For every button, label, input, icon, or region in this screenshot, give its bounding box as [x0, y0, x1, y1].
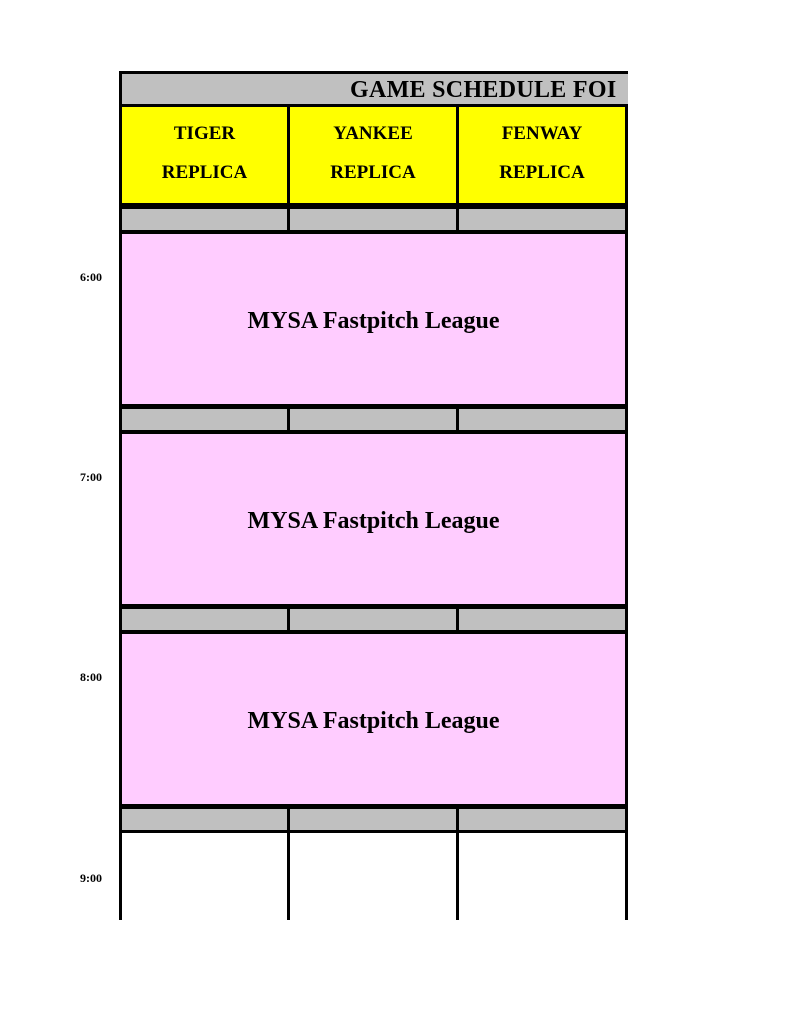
- separator-cell: [119, 406, 290, 433]
- field-subname: REPLICA: [330, 162, 416, 183]
- field-name: YANKEE: [333, 123, 413, 144]
- time-label-8: 8:00: [80, 670, 102, 684]
- grid-line: [119, 832, 122, 920]
- separator-cell: [287, 806, 459, 833]
- time-label-7: 7:00: [80, 470, 102, 484]
- separator-cell: [456, 806, 628, 833]
- separator-cell: [119, 806, 290, 833]
- field-subname: REPLICA: [499, 162, 585, 183]
- field-header-yankee: [287, 104, 459, 206]
- schedule-title: GAME SCHEDULE FOI: [350, 77, 617, 103]
- field-name: TIGER: [173, 123, 236, 144]
- event-block: [119, 231, 628, 407]
- field-header-fenway: [456, 104, 628, 206]
- field-name: FENWAY: [501, 123, 583, 144]
- event-label: MYSA Fastpitch League: [247, 508, 500, 534]
- separator-cell: [456, 206, 628, 233]
- field-subname: REPLICA: [161, 162, 248, 183]
- separator-cell: [119, 206, 290, 233]
- separator-cell: [287, 406, 459, 433]
- grid-line: [456, 832, 459, 920]
- event-block: [119, 431, 628, 607]
- event-label: MYSA Fastpitch League: [247, 308, 500, 334]
- separator-cell: [456, 406, 628, 433]
- grid-line: [287, 832, 290, 920]
- title-bar: [119, 71, 628, 107]
- separator-cell: [119, 606, 290, 633]
- time-label-9: 9:00: [80, 871, 102, 885]
- grid-line: [625, 832, 628, 920]
- separator-cell: [287, 206, 459, 233]
- separator-cell: [287, 606, 459, 633]
- event-block: [119, 631, 628, 807]
- time-label-6: 6:00: [80, 270, 102, 284]
- field-header-tiger: [119, 104, 290, 206]
- separator-cell: [456, 606, 628, 633]
- event-label: MYSA Fastpitch League: [247, 708, 500, 734]
